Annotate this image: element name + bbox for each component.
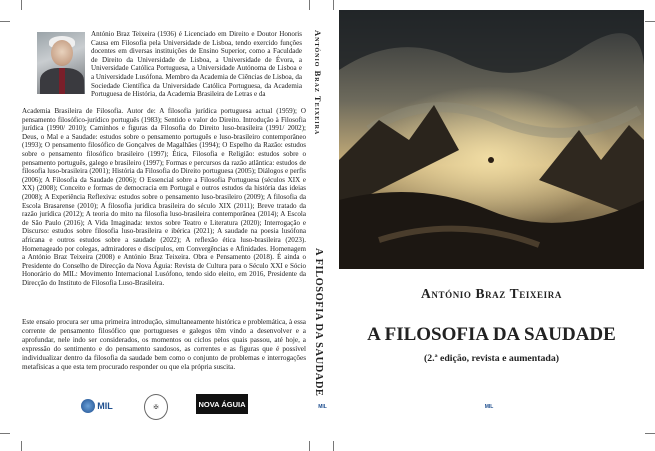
front-title: A FILOSOFIA DA SAUDADE [367,324,616,345]
crop-mark [645,433,655,434]
front-edition: (2.ª edição, revista e aumentada) [424,353,559,364]
author-photo [37,32,85,94]
crop-mark [21,441,22,451]
front-author: António Braz Teixeira [421,286,562,301]
back-cover [22,22,308,432]
spine-title: A FILOSOFIA DA SAUDADE [313,248,324,397]
crop-mark [333,441,334,451]
author-bio-top: António Braz Teixeira (1936) é Licenciado em Direito e Doutor Honoris Causa em Filosofia pela Universidade de Lisboa, tendo exercido funções docentes em diversas instituições de Ensino Superior, como a Faculdade de Direito da Universidade de Lisboa, a Universidade de Évora, a Universidade Católica Portuguesa, a Universidade Autónoma de Lisboa e a Universidade Lusófona. Membro da Academia de Ciências de Lisboa, da Sociedade Científica da Universidade Católica Portuguesa, da Academia Portuguesa de História, da Academia Brasileira de Letras e da [91,30,302,99]
author-bio-bottom: Academia Brasileira de Filosofia. Autor de: A filosofia jurídica portuguesa actual (1959); O pensamento filosófico-jurídico português (1983); Sentido e valor do Direito. Introdução à Filosofia jurídica (1990/ 2010); Caminhos e figuras da Filosofia do Direito luso-brasileira (1991/ 2002); Deus, o Mal e a Saudade: estudos sobre o pensamento português e luso-brasileiro contemporâneo (1993); O pensamento filosófico de Gonçalves de Magalhães (1994); O Espelho da Razão: estudos sobre o pensamento filosófico brasileiro (1997); Ética, Filosofia e Religião: estudos sobre o pensamento português, galego e brasileiro (1997); Formas e percursos da razão atlântica: estudos de filosofia luso-brasileira (2001); História da Filosofia do Direito portuguesa (2005); Diálogos e perfis (2006); A Filosofia da Saudade (2006); O Essencial sobre a Filosofia Portuguesa (séculos XIX e XX) (2008); Conceito e formas de democracia em Portugal e outros estudos da história das ideias (2008); A Experiência Reflexiva: estudos sobre o pensamento luso-brasileiro (2009); A filosofia da Escola Brasarense (2010); A filosofia jurídica brasileira do século XIX (2011); Breve tratado da razão jurídica (2012); A teoria do mito na filosofia luso-brasileira contemporânea (2014); A Escola de São Paulo (2016); A Vida Imaginada: textos sobre Teatro e Literatura (2020); Interrogação e Discurso: estudos sobre filosofia luso-brasileira e ibérica (2021); A saudade na poesia lusófona africana e outros estudos sobre a saudade (2022); A reflexão ética luso-brasileira (2023). Homenageado por colegas, admiradores e discípulos, em Convergências e Afinidades. Homenagem a António Braz Teixeira (2008) e António Braz Teixeira. Obra e Pensamento (2018). É ainda o Presidente do Conselho de Direcção da Nova Águia: Revista de Cultura para o Século XXI e Sócio Honorário do MIL: Movimento Internacional Lusófono, tendo sido eleito, em 2016, Presidente da Direcção do Instituto de Filosofia Luso-Brasileira. [22,107,306,287]
publisher-logos [22,394,308,424]
spine-author: António Braz Teixeira [313,30,323,136]
cover-painting-image [339,10,644,269]
institute-seal-logo: ✠ [144,394,168,420]
crop-mark [0,21,10,22]
cover-painting [339,10,644,269]
spine-mil-logo: MIL [318,404,327,410]
globe-icon [81,399,95,413]
book-blurb: Este ensaio procura ser uma primeira introdução, simultaneamente histórica e problemática, à essa corrente de pensamento filosófico que portugueses e galegos têm vindo a desenvolver e a aprofundar, nele indo ser considerados, os momentos ou ciclos pelos quais passou, até hoje, a expressão do sentimento e do pensamento saudosos, as correntes e as figuras que é possível individualizar dentro da filosofia da saudade bem como o conjunto de problemas e interrogações metafísicas a que esta tem procurado responder ou que ela própria suscita. [22,318,306,371]
front-mil-logo: MIL [484,404,494,410]
crop-mark [0,433,10,434]
crop-mark [333,0,334,10]
crop-mark [645,21,655,22]
nova-aguia-logo: NOVA ÁGUIA [196,394,248,414]
mil-logo: MIL [72,394,122,418]
crop-mark [21,0,22,10]
